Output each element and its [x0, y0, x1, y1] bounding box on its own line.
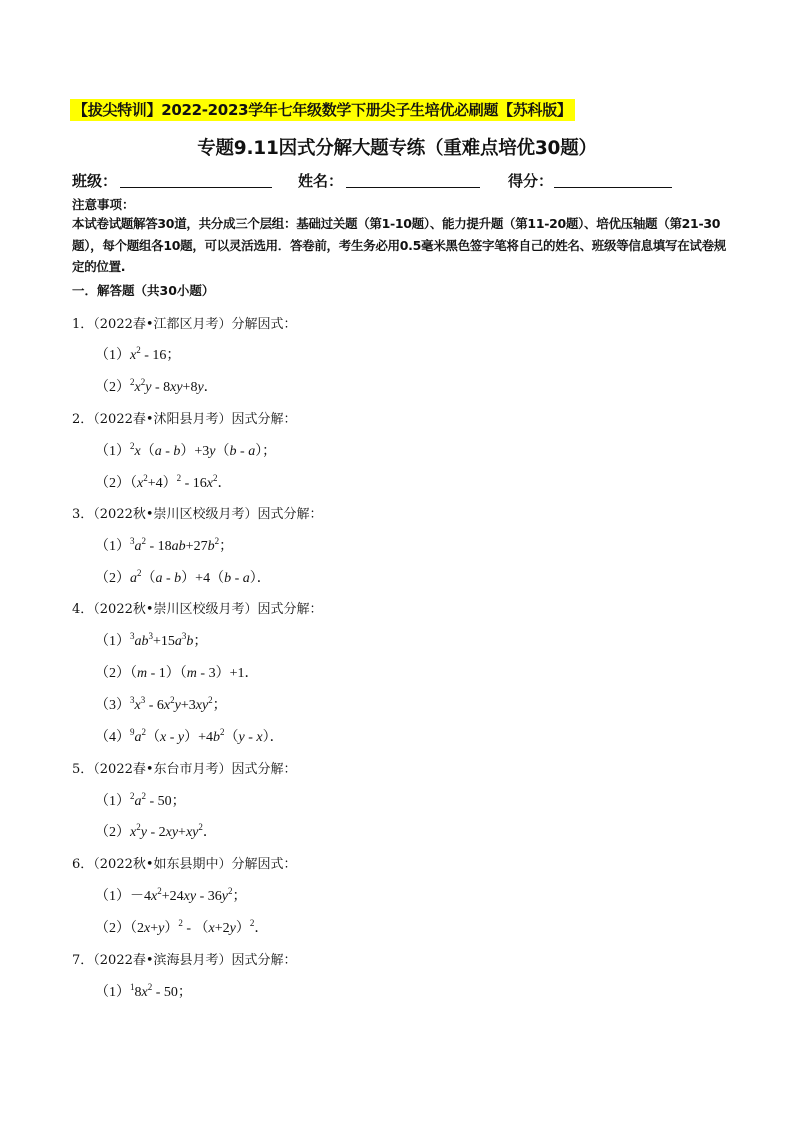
- section-title: 一．解答题（共30小题）: [72, 283, 215, 298]
- q3-item-2: $(2)a^2(a - b)+4(b - a)$．: [95, 568, 271, 586]
- q4-item-2: （2）（m - 1）（m - 3）+1．: [95, 666, 259, 681]
- score-blank-line: [554, 187, 672, 188]
- page-title: 专题9.11因式分解大题专练（重难点培优30题）: [197, 138, 597, 159]
- q4-item-3: $(3)^3x^3 - 6x^2y+3xy^2$；: [95, 695, 227, 713]
- q7-item-1: $(1)^18x^2 - 50$；: [95, 982, 192, 1000]
- q2-item-1: $(1)^2x(a - b)+3y(b - a)$；: [95, 441, 277, 459]
- series-banner: 【拔尖特训】2022-2023学年七年级数学下册尖子生培优必刷题【苏科版】: [70, 99, 575, 121]
- q5-item-1: $(1)^2a^2 - 50$；: [95, 791, 186, 809]
- score-label: 得分：: [508, 172, 554, 190]
- class-label: 班级：: [72, 172, 118, 190]
- q1-item-2: $(2)^2x^2y - 8xy+8y$．: [95, 377, 218, 395]
- notice-text: 本试卷试题解答30道，共分成三个层组：基础过关题（第1-10题）、能力提升题（第11-20题）、培优压轴题（第21-30题），每个题组各10题，可以灵活选用．答卷前，考生务必用0.5毫米黑色签字笔将自己的姓名、班级等信息填写在试卷规定的位置.: [72, 216, 726, 274]
- question-5-head: 5．（2022春•东台市月考）因式分解：: [72, 762, 297, 777]
- q4-item-1: $(1)^3ab^3+15a^3b$；: [95, 631, 208, 649]
- question-4-head: 4．（2022秋•崇川区校级月考）因式分解：: [72, 602, 323, 617]
- q6-item-1: $(1)-4x^2+24xy - 36y^2$；: [95, 886, 247, 904]
- question-2-head: 2．（2022春•沭阳县月考）因式分解：: [72, 412, 297, 427]
- class-blank-line: [120, 187, 272, 188]
- question-3-head: 3．（2022秋•崇川区校级月考）因式分解：: [72, 507, 323, 522]
- question-6-head: 6．（2022秋•如东县期中）分解因式：: [72, 857, 297, 872]
- name-label: 姓名：: [298, 172, 344, 190]
- q2-item-2: $(2)(x^2+4)^2 - 16x^2$．: [95, 473, 232, 491]
- question-7-head: 7．（2022春•滨海县月考）因式分解：: [72, 953, 297, 968]
- notice-label: 注意事项：: [72, 197, 135, 212]
- q1-item-1: $(1)x^2 - 16$；: [95, 345, 181, 363]
- question-1-head: 1．（2022春•江都区月考）分解因式：: [72, 317, 297, 332]
- q6-item-2: $(2)(2x+y)^2 - (x+2y)^2$．: [95, 918, 269, 936]
- q3-item-1: $(1)^3a^2 - 18ab+27b^2$；: [95, 536, 234, 554]
- name-blank-line: [346, 187, 480, 188]
- q5-item-2: $(2)x^2y - 2xy+xy^2$．: [95, 822, 217, 840]
- q4-item-4: $(4)^9a^2(x - y)+4b^2(y - x)$．: [95, 727, 284, 745]
